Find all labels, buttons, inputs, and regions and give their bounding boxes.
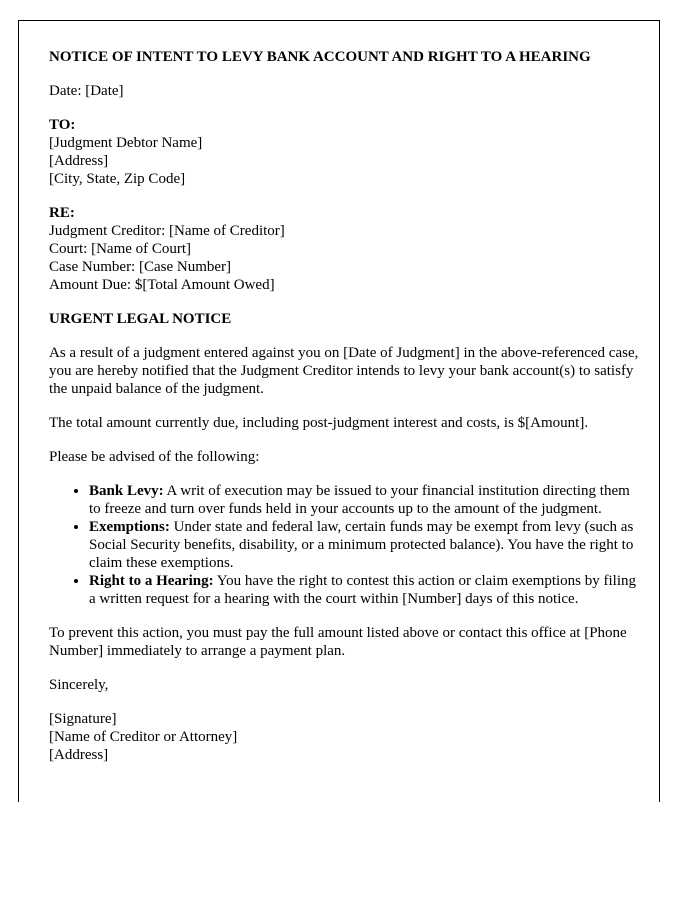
- signature-line: [Signature]: [49, 711, 117, 727]
- intro-paragraph: As a result of a judgment entered against you on [Date of Judgment] in the above-referenced case, you are hereby notified that the Judgment Creditor intends to levy your bank account(s) to satisfy the unpaid balance of the judgment.: [49, 345, 639, 397]
- notice-title: NOTICE OF INTENT TO LEVY BANK ACCOUNT AND RIGHT TO A HEARING: [49, 49, 591, 65]
- list-item: [89, 518, 639, 572]
- re-block: [49, 204, 639, 294]
- re-line: Amount Due: $[Total Amount Owed]: [49, 277, 275, 293]
- list-item: [89, 572, 639, 608]
- notice-bullet-list: [49, 482, 639, 608]
- closing-line: Sincerely,: [49, 677, 109, 693]
- bullet-term: Bank Levy:: [89, 483, 164, 499]
- to-label: TO:: [49, 117, 76, 133]
- advised-paragraph: Please be advised of the following:: [49, 449, 260, 465]
- signature-block: [49, 710, 639, 764]
- list-item: [89, 482, 639, 518]
- to-line: [Address]: [49, 153, 109, 169]
- bullet-term: Exemptions:: [89, 519, 170, 535]
- re-line: Case Number: [Case Number]: [49, 259, 232, 275]
- bullet-text: A writ of execution may be issued to your financial institution directing them to freeze and turn over funds held in your accounts up to the amount of the judgment.: [89, 483, 630, 517]
- date-line: Date: [Date]: [49, 83, 124, 99]
- bullet-text: Under state and federal law, certain funds may be exempt from levy (such as Social Security benefits, disability, or a minimum protected balance). You have the right to claim these exemptions.: [89, 519, 634, 571]
- amount-paragraph: The total amount currently due, including post-judgment interest and costs, is $[Amount].: [49, 415, 589, 431]
- to-block: [49, 116, 639, 188]
- re-line: Judgment Creditor: [Name of Creditor]: [49, 223, 285, 239]
- bullet-text: You have the right to contest this action or claim exemptions by filing a written request for a hearing with the court within [Number] days of this notice.: [89, 573, 637, 607]
- urgent-heading: URGENT LEGAL NOTICE: [49, 311, 232, 327]
- letter-body: [49, 48, 639, 764]
- signature-line: [Name of Creditor or Attorney]: [49, 729, 238, 745]
- signature-line: [Address]: [49, 747, 109, 763]
- document-page: [18, 20, 660, 802]
- prevent-paragraph: To prevent this action, you must pay the full amount listed above or contact this office at [Phone Number] immediately to arrange a payment plan.: [49, 625, 627, 659]
- re-line: Court: [Name of Court]: [49, 241, 192, 257]
- to-line: [City, State, Zip Code]: [49, 171, 186, 187]
- re-label: RE:: [49, 205, 75, 221]
- bullet-term: Right to a Hearing:: [89, 573, 214, 589]
- to-line: [Judgment Debtor Name]: [49, 135, 203, 151]
